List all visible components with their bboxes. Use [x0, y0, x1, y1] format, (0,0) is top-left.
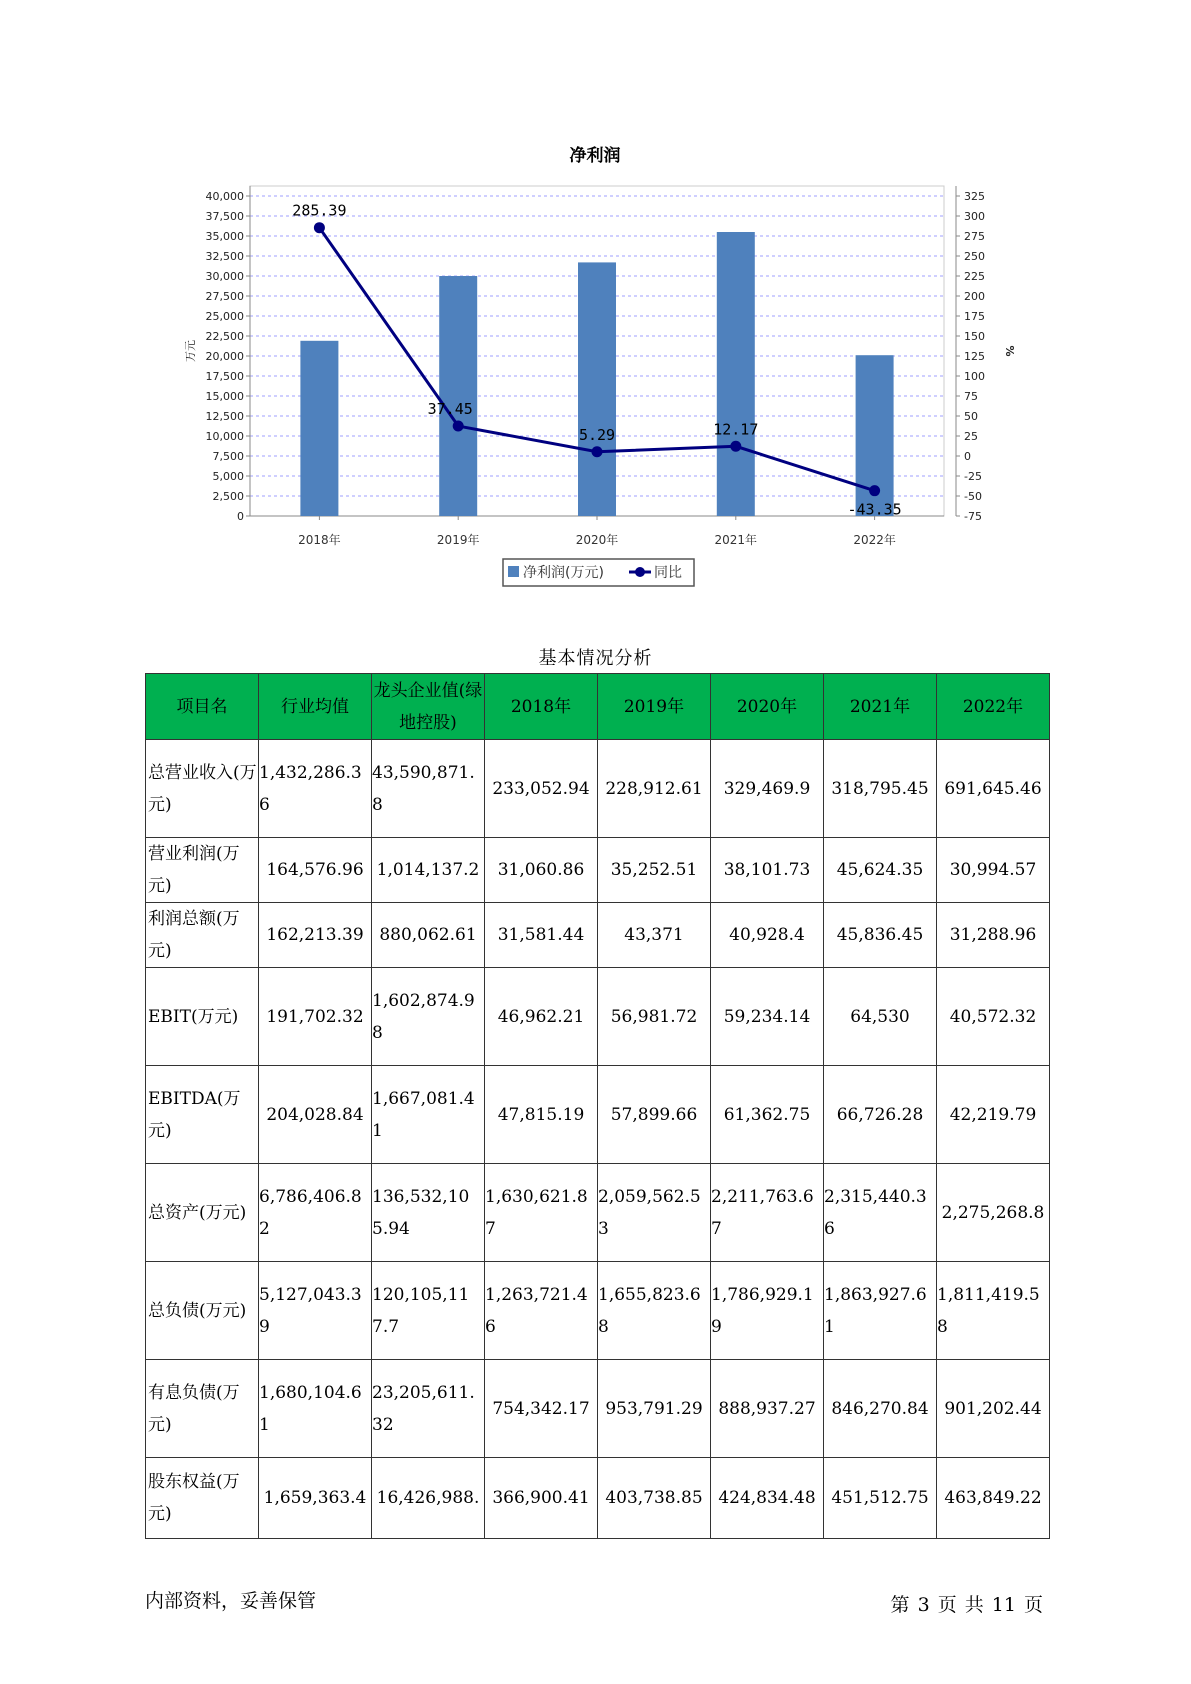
table-cell: 5,127,043.39: [259, 1262, 372, 1360]
right-axis-ticks: [956, 190, 985, 523]
table-cell: 47,815.19: [485, 1066, 598, 1164]
left-tick-label: 15,000: [205, 390, 244, 403]
left-tick-label: 30,000: [205, 270, 244, 283]
table-cell: 888,937.27: [711, 1360, 824, 1458]
table-cell: 1,630,621.87: [485, 1164, 598, 1262]
table-cell: 31,060.86: [485, 838, 598, 903]
left-tick-label: 27,500: [205, 290, 244, 303]
table-cell: 35,252.51: [598, 838, 711, 903]
right-axis-label: %: [1003, 345, 1016, 357]
table-cell: 1,680,104.61: [259, 1360, 372, 1458]
row-label: EBITDA(万元): [146, 1066, 259, 1164]
left-tick-label: 17,500: [205, 370, 244, 383]
x-tick-label: 2019年: [436, 533, 480, 547]
left-tick-label: 22,500: [205, 330, 244, 343]
table-cell: 403,738.85: [598, 1458, 711, 1539]
right-tick-label: 75: [964, 390, 978, 403]
x-tick-label: 2022年: [853, 533, 896, 547]
right-tick-label: -25: [964, 470, 982, 483]
table-cell: 43,371: [598, 903, 711, 968]
yoy-point: [592, 446, 603, 457]
table-row: [146, 968, 1050, 1066]
header-item-name: 项目名: [146, 674, 259, 740]
footer-page-number: 第 3 页 共 11 页: [890, 1594, 1043, 1616]
bar: [578, 262, 616, 516]
row-label: EBIT(万元): [146, 968, 259, 1066]
x-tick-label: 2018年: [298, 533, 341, 547]
right-tick-label: 300: [964, 210, 985, 223]
table-cell: 1,014,137.2: [372, 838, 485, 903]
table-cell: 42,219.79: [937, 1066, 1050, 1164]
table-cell: 2,275,268.8: [937, 1164, 1050, 1262]
table-cell: 451,512.75: [824, 1458, 937, 1539]
right-tick-label: 200: [964, 290, 985, 303]
table-cell: 30,994.57: [937, 838, 1050, 903]
table-cell: 318,795.45: [824, 740, 937, 838]
row-label: 总营业收入(万元): [146, 740, 259, 838]
table-cell: 1,432,286.36: [259, 740, 372, 838]
table-cell: 953,791.29: [598, 1360, 711, 1458]
table-cell: 1,811,419.58: [937, 1262, 1050, 1360]
data-label: 5.29: [578, 425, 616, 444]
table-cell: 57,899.66: [598, 1066, 711, 1164]
row-label: 有息负债(万元): [146, 1360, 259, 1458]
left-axis-ticks: [206, 190, 251, 523]
row-label: 总负债(万元): [146, 1262, 259, 1360]
bar: [439, 276, 477, 516]
x-tick-label: 2020年: [575, 533, 619, 547]
header-industry-avg: 行业均值: [259, 674, 372, 740]
table-cell: 61,362.75: [711, 1066, 824, 1164]
table-row: [146, 903, 1050, 968]
left-tick-label: 12,500: [205, 410, 244, 423]
table-cell: 191,702.32: [259, 968, 372, 1066]
right-tick-label: 125: [964, 350, 985, 363]
table-cell: 164,576.96: [259, 838, 372, 903]
left-tick-label: 0: [237, 510, 244, 523]
table-row: [146, 1066, 1050, 1164]
table-cell: 329,469.9: [711, 740, 824, 838]
table-caption: 基本情况分析: [538, 648, 653, 669]
bar-series: [300, 232, 893, 516]
yoy-point: [314, 222, 325, 233]
yoy-point: [453, 421, 464, 432]
table-cell: 6,786,406.82: [259, 1164, 372, 1262]
table-cell: 45,624.35: [824, 838, 937, 903]
header-leader-value: 龙头企业值(绿地控股): [372, 674, 485, 740]
table-cell: 1,263,721.46: [485, 1262, 598, 1360]
right-tick-label: -75: [964, 510, 982, 523]
table-row: [146, 1262, 1050, 1360]
left-tick-label: 10,000: [205, 430, 244, 443]
table-cell: 23,205,611.32: [372, 1360, 485, 1458]
table-cell: 31,581.44: [485, 903, 598, 968]
table-row: [146, 838, 1050, 903]
table-cell: 136,532,105.94: [372, 1164, 485, 1262]
table-cell: 64,530: [824, 968, 937, 1066]
table-row: [146, 1164, 1050, 1262]
table-row: [146, 740, 1050, 838]
left-tick-label: 7,500: [212, 450, 244, 463]
header-2018: 2018年: [485, 674, 598, 740]
table-cell: 846,270.84: [824, 1360, 937, 1458]
table-header-row: [146, 674, 1050, 740]
x-tick-label: 2021年: [714, 533, 758, 547]
table-cell: 233,052.94: [485, 740, 598, 838]
table-cell: 59,234.14: [711, 968, 824, 1066]
left-tick-label: 5,000: [212, 470, 244, 483]
header-2022: 2022年: [937, 674, 1050, 740]
table-cell: 2,059,562.53: [598, 1164, 711, 1262]
chart-title: 净利润: [569, 146, 621, 166]
net-profit-chart: [0, 0, 1191, 600]
table-row: [146, 1360, 1050, 1458]
data-label: -43.35: [847, 500, 902, 519]
header-2021: 2021年: [824, 674, 937, 740]
table-cell: 901,202.44: [937, 1360, 1050, 1458]
right-tick-label: 175: [964, 310, 985, 323]
table-cell: 880,062.61: [372, 903, 485, 968]
right-tick-label: 325: [964, 190, 985, 203]
legend-label-net-profit: 净利润(万元): [523, 565, 604, 581]
table-cell: 31,288.96: [937, 903, 1050, 968]
table-cell: 2,211,763.67: [711, 1164, 824, 1262]
left-tick-label: 20,000: [205, 350, 244, 363]
table-row: [146, 1458, 1050, 1539]
bar: [300, 341, 338, 516]
yoy-point: [869, 485, 880, 496]
table-cell: 228,912.61: [598, 740, 711, 838]
row-label: 营业利润(万元): [146, 838, 259, 903]
legend-label-yoy: 同比: [654, 565, 682, 581]
right-tick-label: 25: [964, 430, 978, 443]
table-body: [146, 740, 1050, 1539]
left-tick-label: 37,500: [205, 210, 244, 223]
table-cell: 45,836.45: [824, 903, 937, 968]
x-axis-ticks: [298, 516, 896, 547]
table-cell: 1,655,823.68: [598, 1262, 711, 1360]
data-label: 285.39: [292, 201, 347, 220]
table-cell: 1,786,929.19: [711, 1262, 824, 1360]
table-cell: 463,849.22: [937, 1458, 1050, 1539]
table-cell: 1,863,927.61: [824, 1262, 937, 1360]
row-label: 总资产(万元): [146, 1164, 259, 1262]
table-cell: 56,981.72: [598, 968, 711, 1066]
left-tick-label: 35,000: [205, 230, 244, 243]
bar: [717, 232, 755, 516]
row-label: 利润总额(万元): [146, 903, 259, 968]
row-label: 股东权益(万元): [146, 1458, 259, 1539]
table-cell: 1,602,874.98: [372, 968, 485, 1066]
yoy-point: [730, 441, 741, 452]
table-cell: 1,667,081.41: [372, 1066, 485, 1164]
table-cell: 43,590,871.8: [372, 740, 485, 838]
left-axis-label: 万元: [184, 340, 197, 362]
table-cell: 691,645.46: [937, 740, 1050, 838]
table-cell: 204,028.84: [259, 1066, 372, 1164]
left-tick-label: 32,500: [205, 250, 244, 263]
data-label: 37.45: [427, 400, 473, 419]
header-2019: 2019年: [598, 674, 711, 740]
right-tick-label: -50: [964, 490, 982, 503]
data-label: 12.17: [713, 420, 759, 439]
table-cell: 1,659,363.4: [259, 1458, 372, 1539]
left-tick-label: 2,500: [212, 490, 244, 503]
table-cell: 754,342.17: [485, 1360, 598, 1458]
left-tick-label: 40,000: [205, 190, 244, 203]
right-tick-label: 100: [964, 370, 985, 383]
legend-bar-swatch: [508, 566, 519, 577]
table-cell: 120,105,117.7: [372, 1262, 485, 1360]
right-tick-label: 275: [964, 230, 985, 243]
table-cell: 66,726.28: [824, 1066, 937, 1164]
right-tick-label: 250: [964, 250, 985, 263]
legend: [503, 559, 694, 586]
table-cell: 16,426,988.: [372, 1458, 485, 1539]
right-tick-label: 50: [964, 410, 978, 423]
right-tick-label: 225: [964, 270, 985, 283]
header-2020: 2020年: [711, 674, 824, 740]
table-cell: 424,834.48: [711, 1458, 824, 1539]
table-cell: 162,213.39: [259, 903, 372, 968]
table-cell: 38,101.73: [711, 838, 824, 903]
table-cell: 2,315,440.36: [824, 1164, 937, 1262]
table-cell: 40,572.32: [937, 968, 1050, 1066]
footer-confidential-note: 内部资料，妥善保管: [145, 1590, 317, 1612]
legend-line-marker: [635, 567, 645, 577]
left-tick-label: 25,000: [205, 310, 244, 323]
right-tick-label: 0: [964, 450, 971, 463]
basic-analysis-table: [145, 673, 1050, 1539]
table-cell: 40,928.4: [711, 903, 824, 968]
right-tick-label: 150: [964, 330, 985, 343]
table-cell: 46,962.21: [485, 968, 598, 1066]
table-cell: 366,900.41: [485, 1458, 598, 1539]
